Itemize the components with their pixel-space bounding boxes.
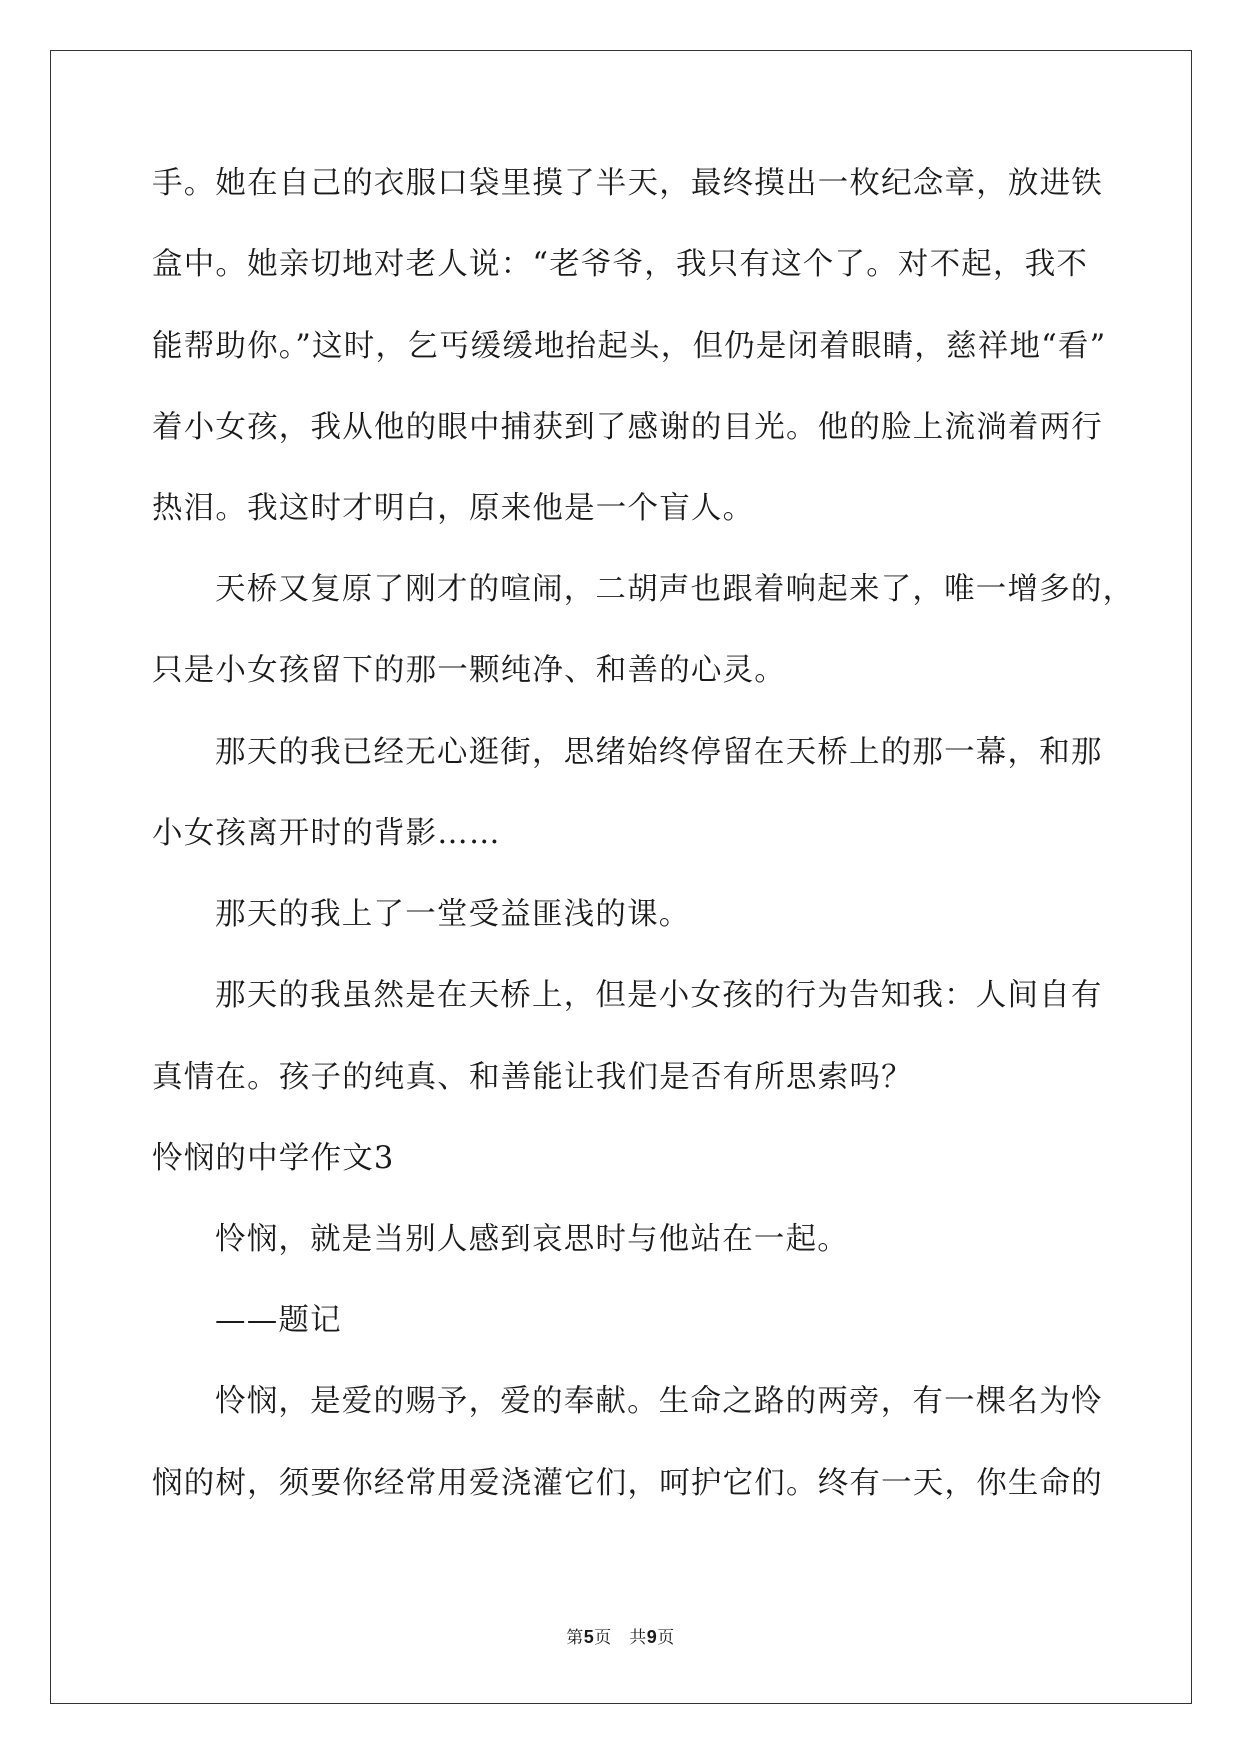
section-title: 怜悯的中学作文3 xyxy=(152,1141,395,1176)
body-line: 能帮助你。”这时，乞丐缓缓地抬起头，但仍是闭着眼睛，慈祥地“看” xyxy=(152,329,1107,364)
footer-middle: 页 共 xyxy=(594,1628,647,1648)
paragraph-start-line: 天桥又复原了刚才的喧闹，二胡声也跟着响起来了，唯一增多的， xyxy=(215,572,1135,607)
total-page-number: 9 xyxy=(646,1627,658,1647)
paragraph-start-line: 那天的我上了一堂受益匪浅的课。 xyxy=(215,897,691,932)
page-border xyxy=(50,50,1192,1704)
epigraph-attribution: ——题记 xyxy=(215,1303,342,1338)
footer-suffix: 页 xyxy=(657,1628,675,1648)
body-line: 悯的树，须要你经常用爱浇灌它们，呵护它们。终有一天，你生命的 xyxy=(152,1466,1103,1501)
page-footer xyxy=(0,1625,1241,1650)
body-line: 手。她在自己的衣服口袋里摸了半天，最终摸出一枚纪念章，放进铁 xyxy=(152,166,1103,201)
paragraph-start-line: 怜悯，就是当别人感到哀思时与他站在一起。 xyxy=(215,1222,849,1257)
current-page-number: 5 xyxy=(583,1627,595,1647)
body-line: 着小女孩，我从他的眼中捕获到了感谢的目光。他的脸上流淌着两行 xyxy=(152,410,1103,445)
footer-prefix: 第 xyxy=(566,1628,584,1648)
paragraph-start-line: 怜悯，是爱的赐予，爱的奉献。生命之路的两旁，有一棵名为怜 xyxy=(215,1384,1103,1419)
body-line: 盒中。她亲切地对老人说：“老爷爷，我只有这个了。对不起，我不 xyxy=(152,247,1089,282)
body-line: 真情在。孩子的纯真、和善能让我们是否有所思索吗？ xyxy=(152,1060,913,1095)
body-line: 只是小女孩留下的那一颗纯净、和善的心灵。 xyxy=(152,653,786,688)
paragraph-start-line: 那天的我已经无心逛街，思绪始终停留在天桥上的那一幕，和那 xyxy=(215,735,1103,770)
body-line: 热泪。我这时才明白，原来他是一个盲人。 xyxy=(152,491,755,526)
paragraph-start-line: 那天的我虽然是在天桥上，但是小女孩的行为告知我：人间自有 xyxy=(215,978,1103,1013)
body-line: 小女孩离开时的背影…… xyxy=(152,816,501,851)
